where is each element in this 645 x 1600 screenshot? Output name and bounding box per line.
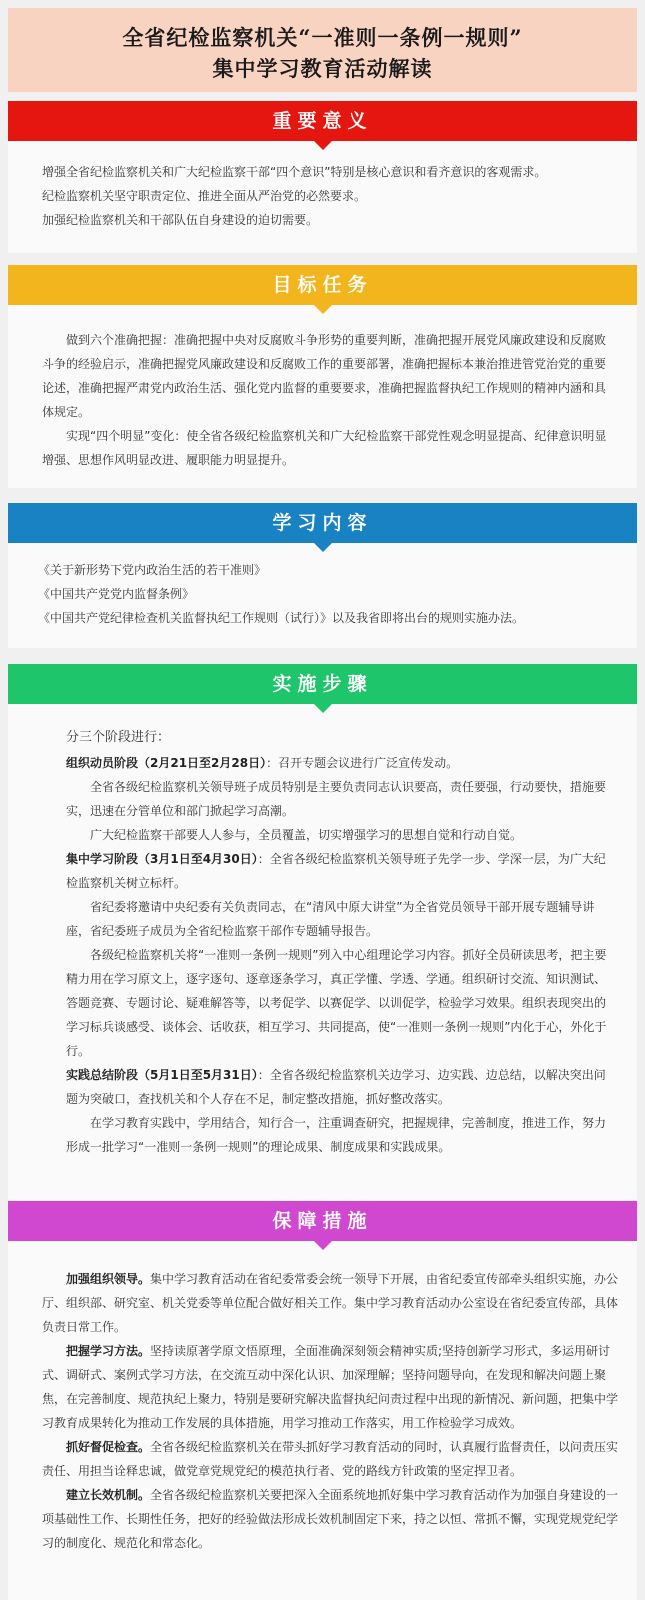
stage1-label: 组织动员阶段（2月21日至2月28日）: [66, 756, 267, 770]
targets-body: [8, 305, 637, 488]
stage1-text: ：召开专题会议进行广泛宣传发动。: [266, 756, 459, 770]
section-content: [8, 503, 637, 648]
targets-banner: [8, 265, 637, 305]
stage3-para-1: 在学习教育实践中，学用结合，知行合一，注重调查研究，把握规律，完善制度，推进工作，努力形成一批学习“一准则一条例一规则”的理论成果、制度成果和实践成果。: [66, 1116, 607, 1154]
measures-body: [8, 1241, 637, 1600]
significance-line-1: 增强全省纪检监察机关和广大纪检监察干部“四个意识”特别是核心意识和看齐意识的客观需求。: [42, 165, 547, 179]
steps-banner: [8, 664, 637, 704]
stage2-line: [66, 847, 615, 895]
significance-heading: 重要意义: [272, 110, 373, 132]
measure-3: [42, 1435, 619, 1483]
measure-4: [42, 1483, 619, 1555]
section-measures: [8, 1201, 637, 1600]
steps-heading: 实施步骤: [272, 673, 373, 695]
targets-para-2: 实现“四个明显”变化：使全省各级纪检监察机关和广大纪检监察干部党性观念明显提高、纪律意识明显增强、思想作风明显改进、履职能力明显提升。: [42, 429, 607, 467]
section-targets: [8, 265, 637, 488]
stage3-text: ：全省各级纪检监察机关边学习、边实践、边总结，以解决突出问题为突破口，查找机关和个人存在不足，制定整改措施，抓好整改落实。: [66, 1068, 606, 1106]
measure-3-label: 抓好督促检查。: [66, 1440, 151, 1454]
significance-line-2: 纪检监察机关坚守职责定位、推进全面从严治党的必然要求。: [42, 189, 367, 203]
significance-body: [8, 141, 637, 253]
measure-1-text: 集中学习教育活动在省纪委常委会统一领导下开展，由省纪委宣传部牵头组织实施，办公厅、组织部、研究室、机关党委等单位配合做好相关工作。集中学习教育活动办公室设在省纪委宣传部，具体负责日常工作。: [42, 1272, 619, 1334]
content-banner: [8, 503, 637, 543]
stage3-line: [66, 1063, 615, 1111]
section-significance: [8, 101, 637, 253]
stage2-para-2: 各级纪检监察机关将“一准则一条例一规则”列入中心组理论学习内容。抓好全员研读思考，把主要精力用在学习原文上，逐字逐句、逐章逐条学习，真正学懂、学透、学通。组织研讨交流、知识测试、答题竞赛、专题讨论、疑难解答等，以考促学、以赛促学、以训促学，检验学习效果。组织表现突出的学习标兵谈感受、谈体会、话收获，相互学习、共同提高，使“一准则一条例一规则”内化于心，外化于行。: [66, 948, 607, 1058]
steps-intro: 分三个阶段进行：: [66, 730, 171, 745]
measure-3-text: 全省各级纪检监察机关在带头抓好学习教育活动的同时，认真履行监督责任，以问责压实责任、用担当诠释忠诚，做党章党规党纪的模范执行者、党的路线方针政策的坚定捍卫者。: [42, 1440, 619, 1478]
measure-2: [42, 1339, 619, 1435]
stage3-label: 实践总结阶段（5月1日至5月31日）: [66, 1068, 258, 1082]
measure-1: [42, 1267, 619, 1339]
measure-2-label: 把握学习方法。: [66, 1344, 151, 1358]
measures-heading: 保障措施: [272, 1210, 373, 1232]
content-line-2: 《中国共产党党内监督条例》: [38, 587, 195, 601]
targets-para-1: 做到六个准确把握：准确把握中央对反腐败斗争形势的重要判断，准确把握开展党风廉政建设和反腐败斗争的经验启示，准确把握党风廉政建设和反腐败工作的重要部署，准确把握标本兼治推进管党治党的重要论述，准确把握严肃党内政治生活、强化党内监督的重要要求，准确把握监督执纪工作规则的精神内涵和具体规定。: [42, 333, 607, 419]
steps-body: [8, 704, 637, 1200]
stage2-para-1: 省纪委将邀请中央纪委有关负责同志，在“清风中原大讲堂”为全省党员领导干部开展专题辅导讲座，省纪委班子成员为全省纪检监察干部作专题辅导报告。: [66, 900, 595, 938]
stage2-text: ：全省各级纪检监察机关领导班子先学一步、学深一层，为广大纪检监察机关树立标杆。: [66, 852, 606, 890]
content-heading: 学习内容: [272, 512, 373, 534]
stage1-line: [66, 751, 615, 775]
content-line-1: 《关于新形势下党内政治生活的若干准则》: [38, 563, 267, 577]
title-box: [8, 8, 637, 92]
measure-1-label: 加强组织领导。: [66, 1272, 151, 1286]
measure-4-label: 建立长效机制。: [66, 1488, 151, 1502]
stage2-label: 集中学习阶段（3月1日至4月30日）: [66, 852, 258, 866]
measure-2-text: 坚持读原著学原文悟原理，全面准确深刻领会精神实质;坚持创新学习形式，多运用研讨式、调研式、案例式学习方法，在交流互动中深化认识、加深理解；坚持问题导向，在发现和解决问题上聚焦，在完善制度、规范执纪上聚力，特别是要研究解决监督执纪问责过程中出现的新情况、新问题，把集中学习教育成果转化为推动工作发展的具体措施，用学习推动工作落实，用工作检验学习成效。: [42, 1344, 619, 1430]
targets-heading: 目标任务: [272, 274, 373, 296]
page-title-line1: 全省纪检监察机关“一准则一条例一规则”: [122, 25, 523, 50]
measures-banner: [8, 1201, 637, 1241]
content-body: [8, 543, 637, 648]
page-title-line2: 集中学习教育活动解读: [212, 56, 433, 81]
section-steps: [8, 664, 637, 1200]
significance-banner: [8, 101, 637, 141]
measure-4-text: 全省各级纪检监察机关要把深入全面系统地抓好集中学习教育活动作为加强自身建设的一项基础性工作、长期性任务，把好的经验做法形成长效机制固定下来，持之以恒、常抓不懈，实现党规党纪学习的制度化、规范化和常态化。: [42, 1488, 619, 1550]
significance-line-3: 加强纪检监察机关和干部队伍自身建设的迫切需要。: [42, 213, 319, 227]
stage1-para-2: 广大纪检监察干部要人人参与，全员覆盖，切实增强学习的思想自觉和行动自觉。: [90, 828, 523, 842]
stage1-para-1: 全省各级纪检监察机关领导班子成员特别是主要负责同志认识要高，责任要强，行动要快，措施要实，迅速在分管单位和部门掀起学习高潮。: [66, 780, 607, 818]
content-line-3: 《中国共产党纪律检查机关监督执纪工作规则（试行）》以及我省即将出台的规则实施办法。: [38, 611, 525, 625]
